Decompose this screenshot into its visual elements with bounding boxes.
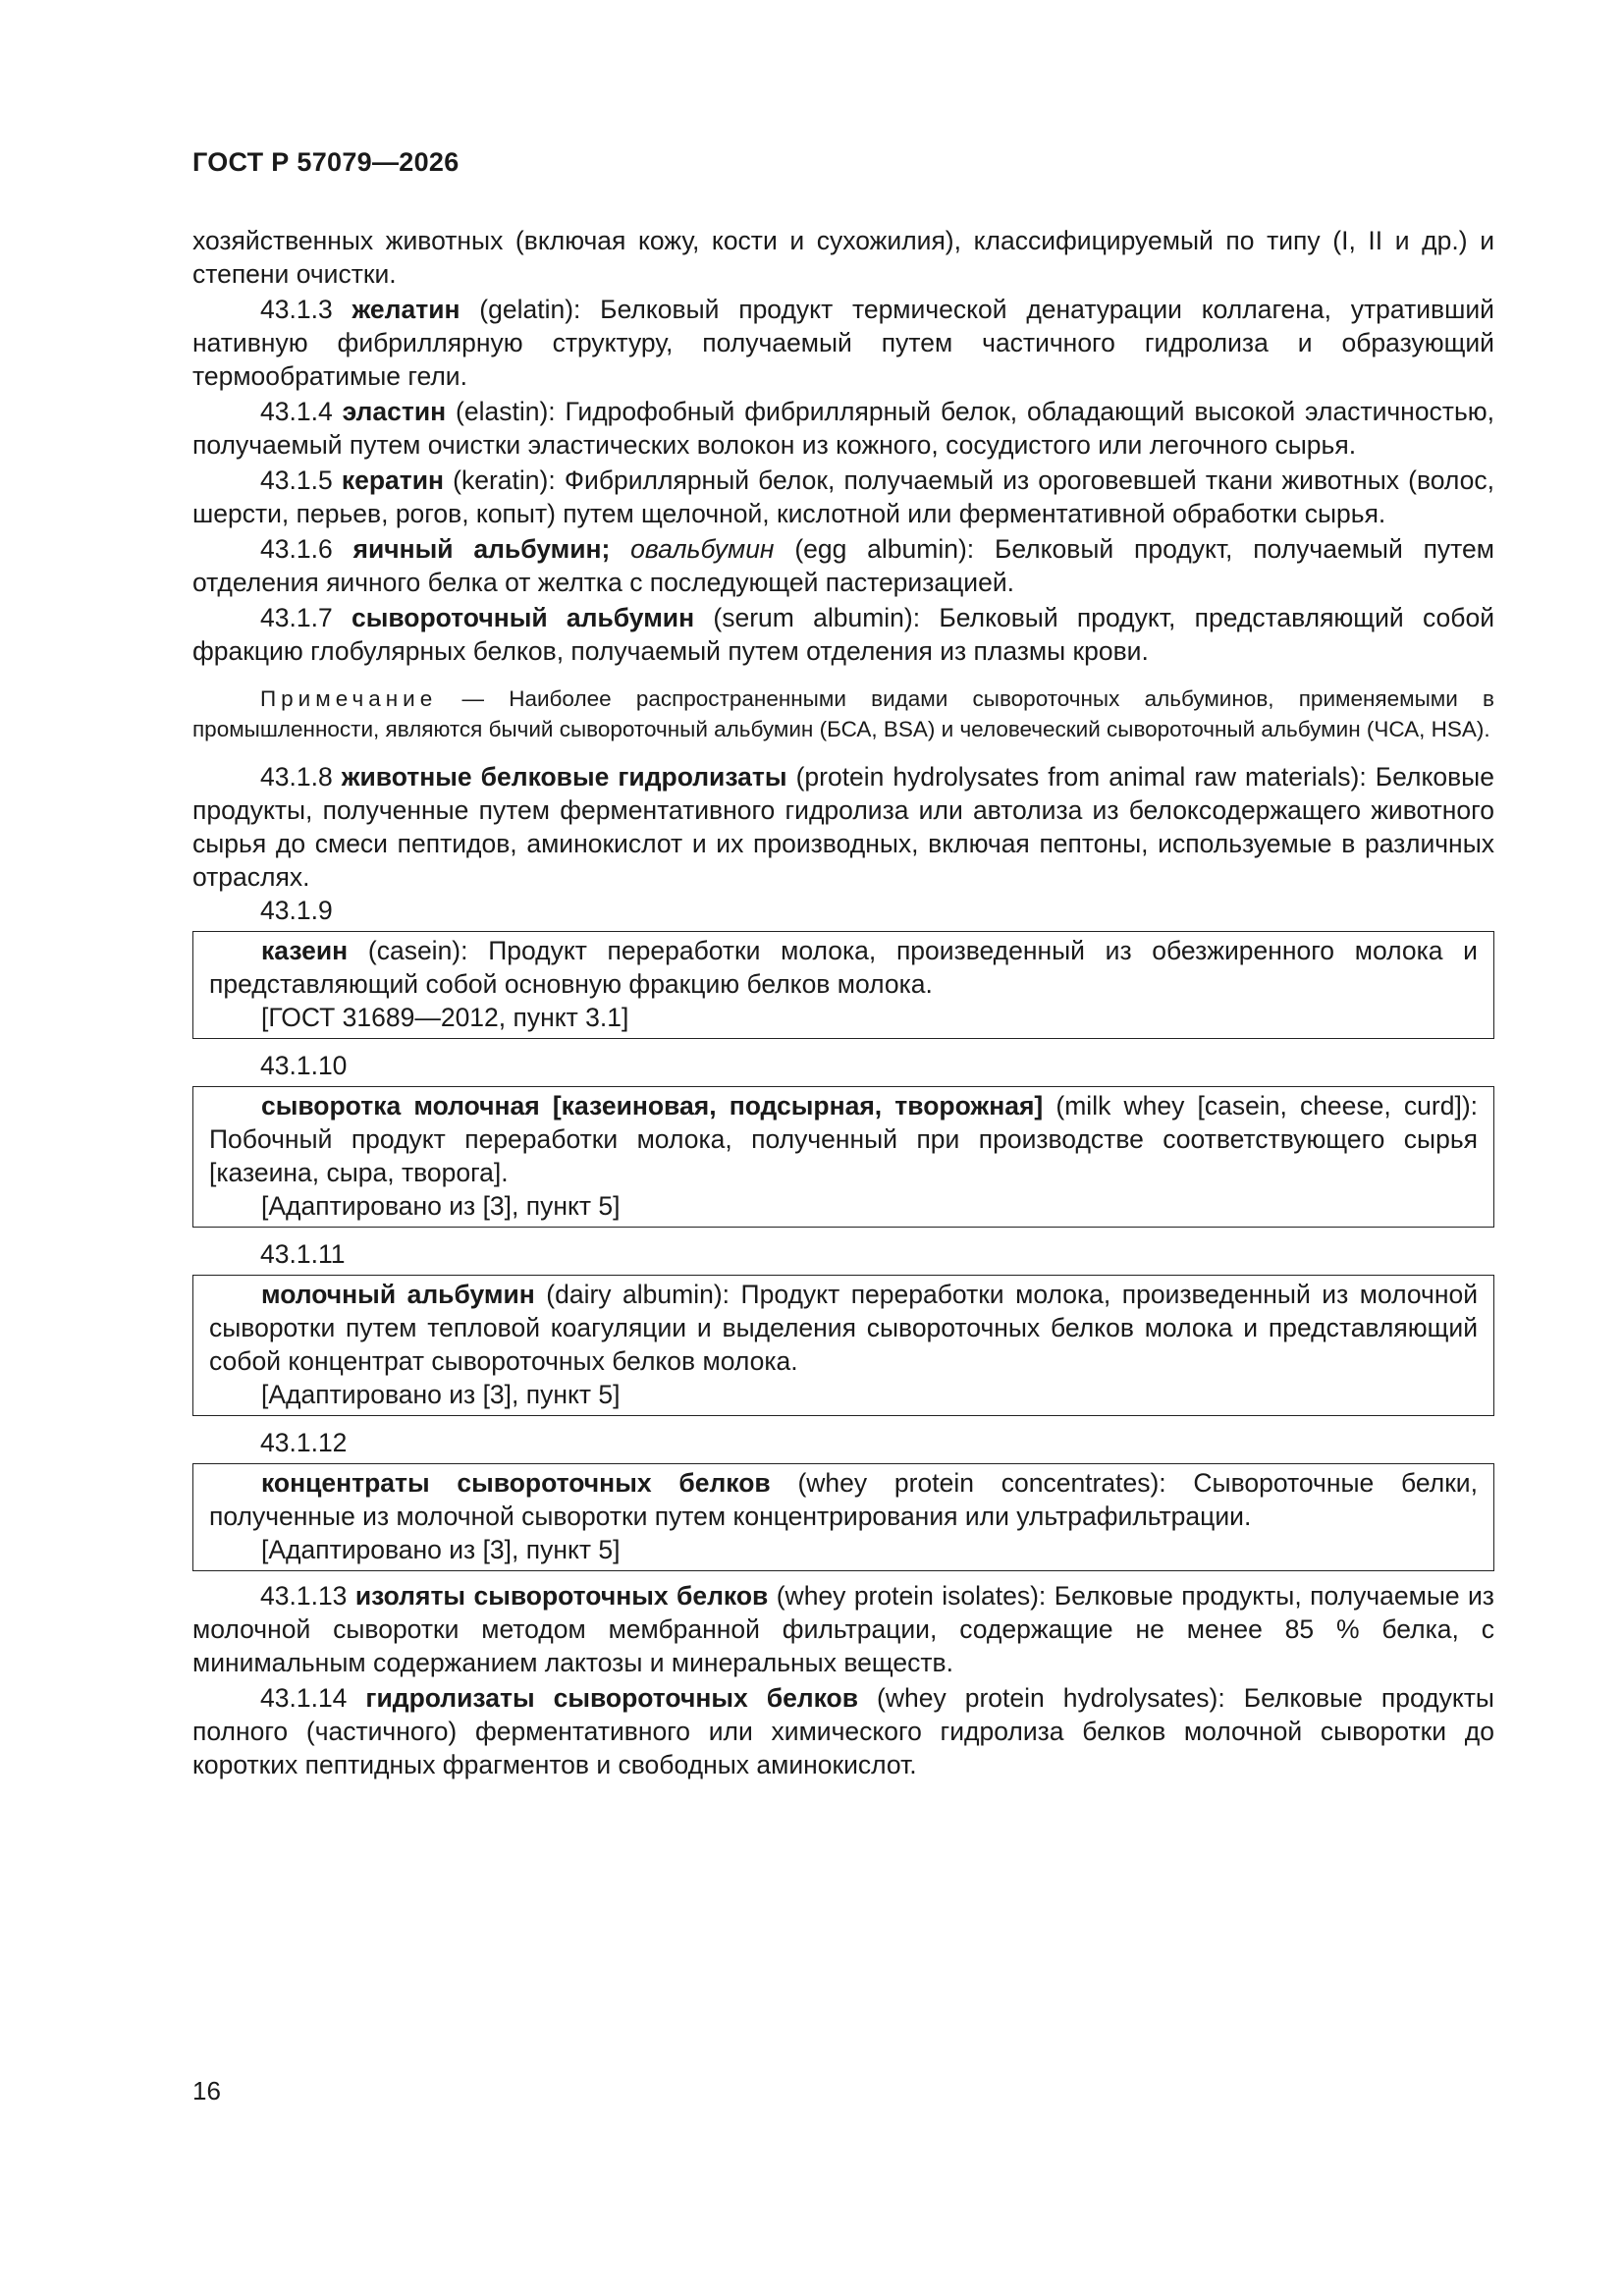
term-definition: Побочный продукт переработки молока, полученный при производстве соответствующего сырья [казеина, сыра, творога]. [209, 1124, 1478, 1187]
note-label: Примечание [260, 686, 438, 711]
term-entry [192, 1579, 1494, 1679]
term-name: сыворотка молочная [казеиновая, подсырная, творожная] [261, 1091, 1044, 1121]
term-name: концентраты сывороточных белков [261, 1468, 771, 1498]
term-name: сывороточный альбумин [351, 603, 695, 632]
term-entry [192, 395, 1494, 462]
term-english: (milk whey [casein, cheese, curd]): [1055, 1091, 1479, 1121]
term-english: (serum albumin): [713, 603, 921, 632]
term-english: (whey protein hydrolysates): [877, 1683, 1225, 1713]
term-entry [192, 464, 1494, 530]
term-name: гидролизаты сывороточных белков [365, 1683, 859, 1713]
term-name: кератин [341, 465, 445, 495]
term-english: (casein): [367, 936, 468, 965]
term-name: изоляты сывороточных белков [354, 1581, 769, 1611]
term-definition: Белковый продукт, представляющий собой фракцию глобулярных белков, получаемый путем отделения из плазмы крови. [192, 603, 1494, 666]
term-number: 43.1.7 [260, 603, 333, 632]
term-number: 43.1.6 [260, 534, 333, 564]
term-name: казеин [261, 936, 349, 965]
term-definition: Продукт переработки молока, произведенный из молочной сыворотки путем тепловой коагуляции и выделения сывороточных белков молока и представляющий собой концентрат сывороточных белков молока. [209, 1280, 1478, 1376]
term-name: животные белковые гидролизаты [341, 762, 787, 792]
term-number: 43.1.12 [260, 1428, 348, 1457]
term-number: 43.1.4 [260, 397, 333, 426]
term-definition: Белковый продукт, получаемый путем отделения яичного белка от желтка с последующей пастеризацией. [192, 534, 1494, 597]
term-number: 43.1.9 [260, 896, 333, 925]
term-source: [Адаптировано из [3], пункт 5] [261, 1191, 621, 1221]
term-english: (elastin): [456, 397, 556, 426]
term-entry [192, 1681, 1494, 1781]
note-block [192, 683, 1494, 744]
term-entry [209, 1278, 1478, 1378]
term-definition: Гидрофобный фибриллярный белок, обладающий высокой эластичностью, получаемый путем очистки эластических волокон из кожного, сосудистого или легочного сырья. [192, 397, 1494, 460]
term-source: [Адаптировано из [3], пункт 5] [261, 1380, 621, 1409]
term-definition: Белковые продукты, полученные путем ферментативного гидролиза или автолиза из белоксодержащего животного сырья до смеси пептидов, аминокислот и их производных, включая пептоны, используемые в различных отраслях. [192, 762, 1494, 892]
term-name: молочный альбумин [261, 1280, 535, 1309]
note-text: Наиболее распространенными видами сывороточных альбуминов, применяемыми в промышленности, являются бычий сывороточный альбумин (БСА, BSA) и человеческий сывороточный альбумин (ЧСА, HSA). [192, 686, 1494, 741]
term-definition: Фибриллярный белок, получаемый из ороговевшей ткани животных (волос, шерсти, перьев, рогов, копыт) путем щелочной, кислотной или ферментативной обработки сырья. [192, 465, 1494, 528]
term-number: 43.1.5 [260, 465, 333, 495]
term-synonym: овальбумин [630, 534, 775, 564]
term-number: 43.1.11 [260, 1239, 346, 1269]
term-entry [192, 760, 1494, 894]
term-entry [209, 934, 1478, 1001]
term-box [192, 1275, 1494, 1416]
term-definition: Белковые продукты, получаемые из молочной сыворотки методом мембранной фильтрации, содержащие не менее 85 % белка, с минимальным содержанием лактозы и минеральных веществ. [192, 1581, 1494, 1677]
term-entry [192, 293, 1494, 393]
term-definition: Продукт переработки молока, произведенный из обезжиренного молока и представляющий собой основную фракцию белков молока. [209, 936, 1478, 999]
term-definition: Сывороточные белки, полученные из молочной сыворотки путем концентрирования или ультрафильтрации. [209, 1468, 1478, 1531]
note-dash: — [461, 686, 484, 711]
term-entry [209, 1466, 1478, 1533]
term-english: (egg albumin): [794, 534, 975, 564]
term-entry [192, 601, 1494, 668]
term-number: 43.1.10 [260, 1051, 348, 1080]
term-number: 43.1.14 [260, 1683, 348, 1713]
term-box [192, 1086, 1494, 1228]
term-definition: Белковый продукт термической денатурации коллагена, утративший нативную фибриллярную структуру, получаемый путем частичного гидролиза и образующий термообратимые гели. [192, 295, 1494, 391]
document-body [192, 224, 1494, 1781]
term-english: (gelatin): [479, 295, 581, 324]
term-entry [209, 1089, 1478, 1189]
page-number: 16 [192, 2076, 221, 2105]
term-name: яичный альбумин; [352, 534, 611, 564]
term-source: [Адаптировано из [3], пункт 5] [261, 1535, 621, 1564]
term-english: (keratin): [453, 465, 556, 495]
term-number: 43.1.3 [260, 295, 333, 324]
term-number: 43.1.8 [260, 762, 333, 792]
term-entry [192, 532, 1494, 599]
document-header: ГОСТ Р 57079—2026 [192, 147, 460, 177]
term-source: [ГОСТ 31689—2012, пункт 3.1] [261, 1003, 629, 1032]
intro-paragraph: хозяйственных животных (включая кожу, кости и сухожилия), классифицируемый по типу (I, II и др.) и степени очистки. [192, 226, 1494, 289]
term-number: 43.1.13 [260, 1581, 348, 1611]
term-box [192, 931, 1494, 1039]
term-english: (whey protein concentrates): [797, 1468, 1166, 1498]
term-name: желатин [352, 295, 460, 324]
term-definition: Белковые продукты полного (частичного) ферментативного или химического гидролиза белков молочной сыворотки до коротких пептидных фрагментов и свободных аминокислот. [192, 1683, 1494, 1779]
term-english: (protein hydrolysates from animal raw materials): [795, 762, 1367, 792]
term-box [192, 1463, 1494, 1571]
term-english: (dairy albumin): [546, 1280, 730, 1309]
term-english: (whey protein isolates): [776, 1581, 1047, 1611]
term-name: эластин [342, 397, 447, 426]
